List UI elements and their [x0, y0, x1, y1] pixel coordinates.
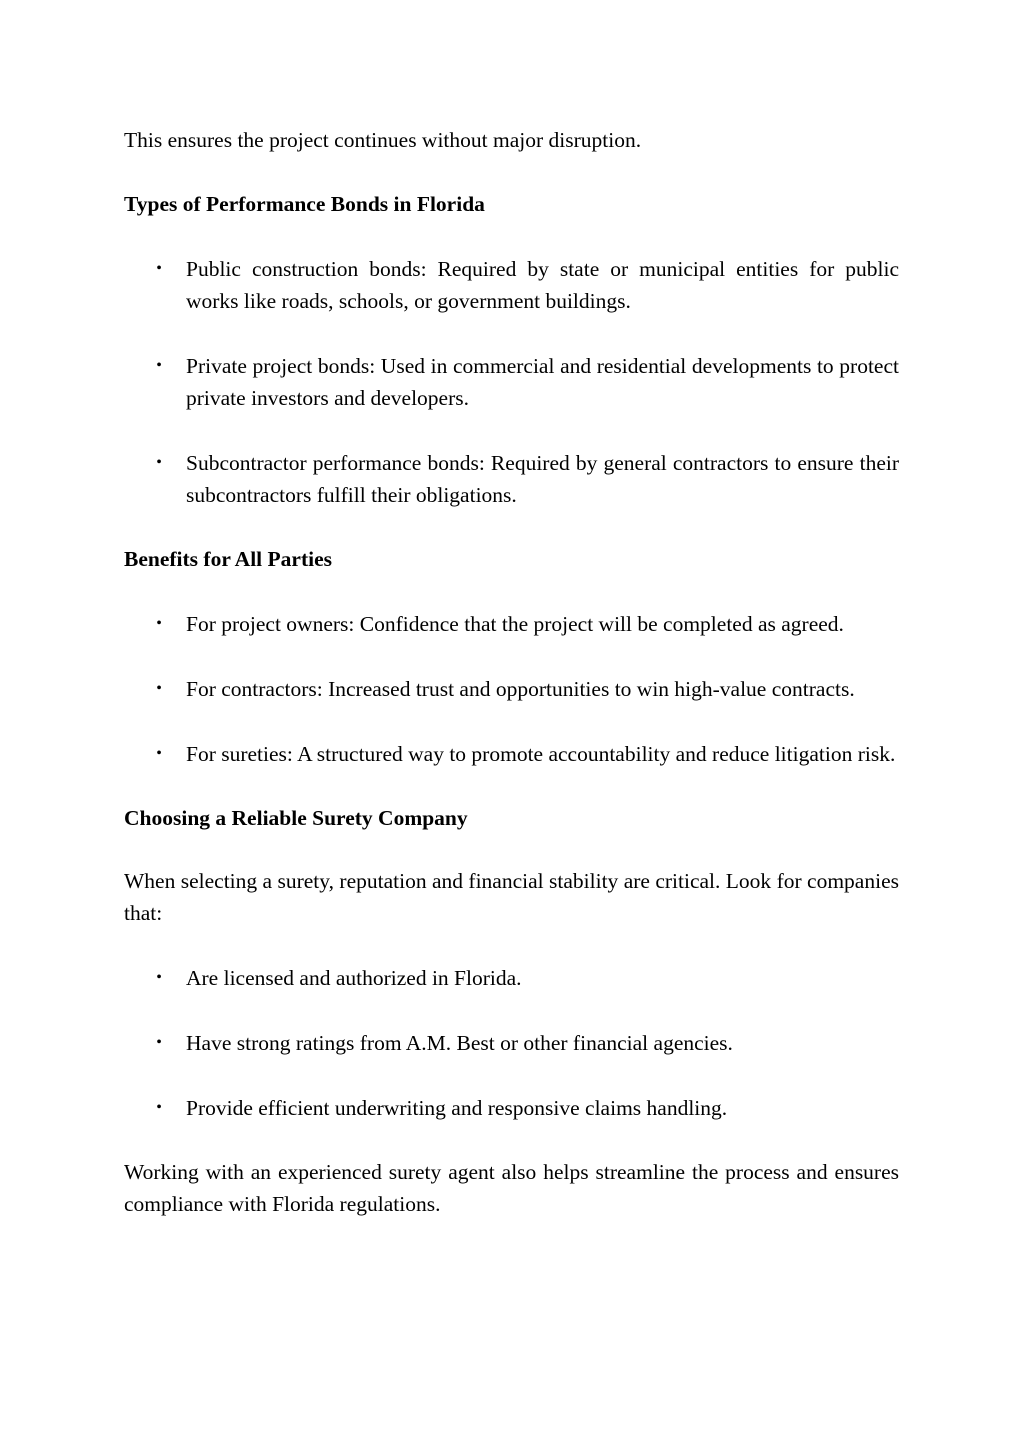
types-list [124, 253, 899, 511]
list-item [124, 962, 899, 994]
intro-paragraph: This ensures the project continues without major disruption. [124, 128, 642, 152]
benefits-list [124, 608, 899, 770]
bullet-icon: • [156, 454, 162, 471]
choosing-list [124, 962, 899, 1124]
bullet-icon: • [156, 745, 162, 762]
section-heading-types: Types of Performance Bonds in Florida [124, 192, 485, 216]
list-item-text: Have strong ratings from A.M. Best or other financial agencies. [186, 1031, 733, 1055]
document-page [124, 124, 899, 1220]
bullet-icon: • [156, 357, 162, 374]
list-item-text: Private project bonds: Used in commercial and residential developments to protect private investors and developers. [186, 354, 899, 410]
list-item-text: For sureties: A structured way to promote accountability and reduce litigation risk. [186, 742, 896, 766]
list-item-text: Provide efficient underwriting and responsive claims handling. [186, 1096, 728, 1120]
section-heading-benefits: Benefits for All Parties [124, 547, 332, 571]
list-item [124, 608, 899, 640]
bullet-icon: • [156, 260, 162, 277]
section-heading-choosing: Choosing a Reliable Surety Company [124, 806, 468, 830]
list-item-text: Public construction bonds: Required by state or municipal entities for public works like roads, schools, or government buildings. [186, 257, 899, 313]
list-item-text: Are licensed and authorized in Florida. [186, 966, 522, 990]
closing-paragraph: Working with an experienced surety agent also helps streamline the process and ensures compliance with Florida regulations. [124, 1160, 899, 1216]
bullet-icon: • [156, 615, 162, 632]
list-item [124, 447, 899, 511]
choosing-lead-paragraph: When selecting a surety, reputation and financial stability are critical. Look for companies that: [124, 869, 899, 925]
list-item-text: For contractors: Increased trust and opportunities to win high-value contracts. [186, 677, 855, 701]
bullet-icon: • [156, 1034, 162, 1051]
bullet-icon: • [156, 680, 162, 697]
bullet-icon: • [156, 1099, 162, 1116]
list-item-text: For project owners: Confidence that the project will be completed as agreed. [186, 612, 844, 636]
list-item [124, 1092, 899, 1124]
list-item [124, 253, 899, 317]
list-item [124, 738, 899, 770]
list-item-text: Subcontractor performance bonds: Required by general contractors to ensure their subcontractors fulfill their obligations. [186, 451, 899, 507]
bullet-icon: • [156, 969, 162, 986]
list-item [124, 1027, 899, 1059]
list-item [124, 350, 899, 414]
list-item [124, 673, 899, 705]
